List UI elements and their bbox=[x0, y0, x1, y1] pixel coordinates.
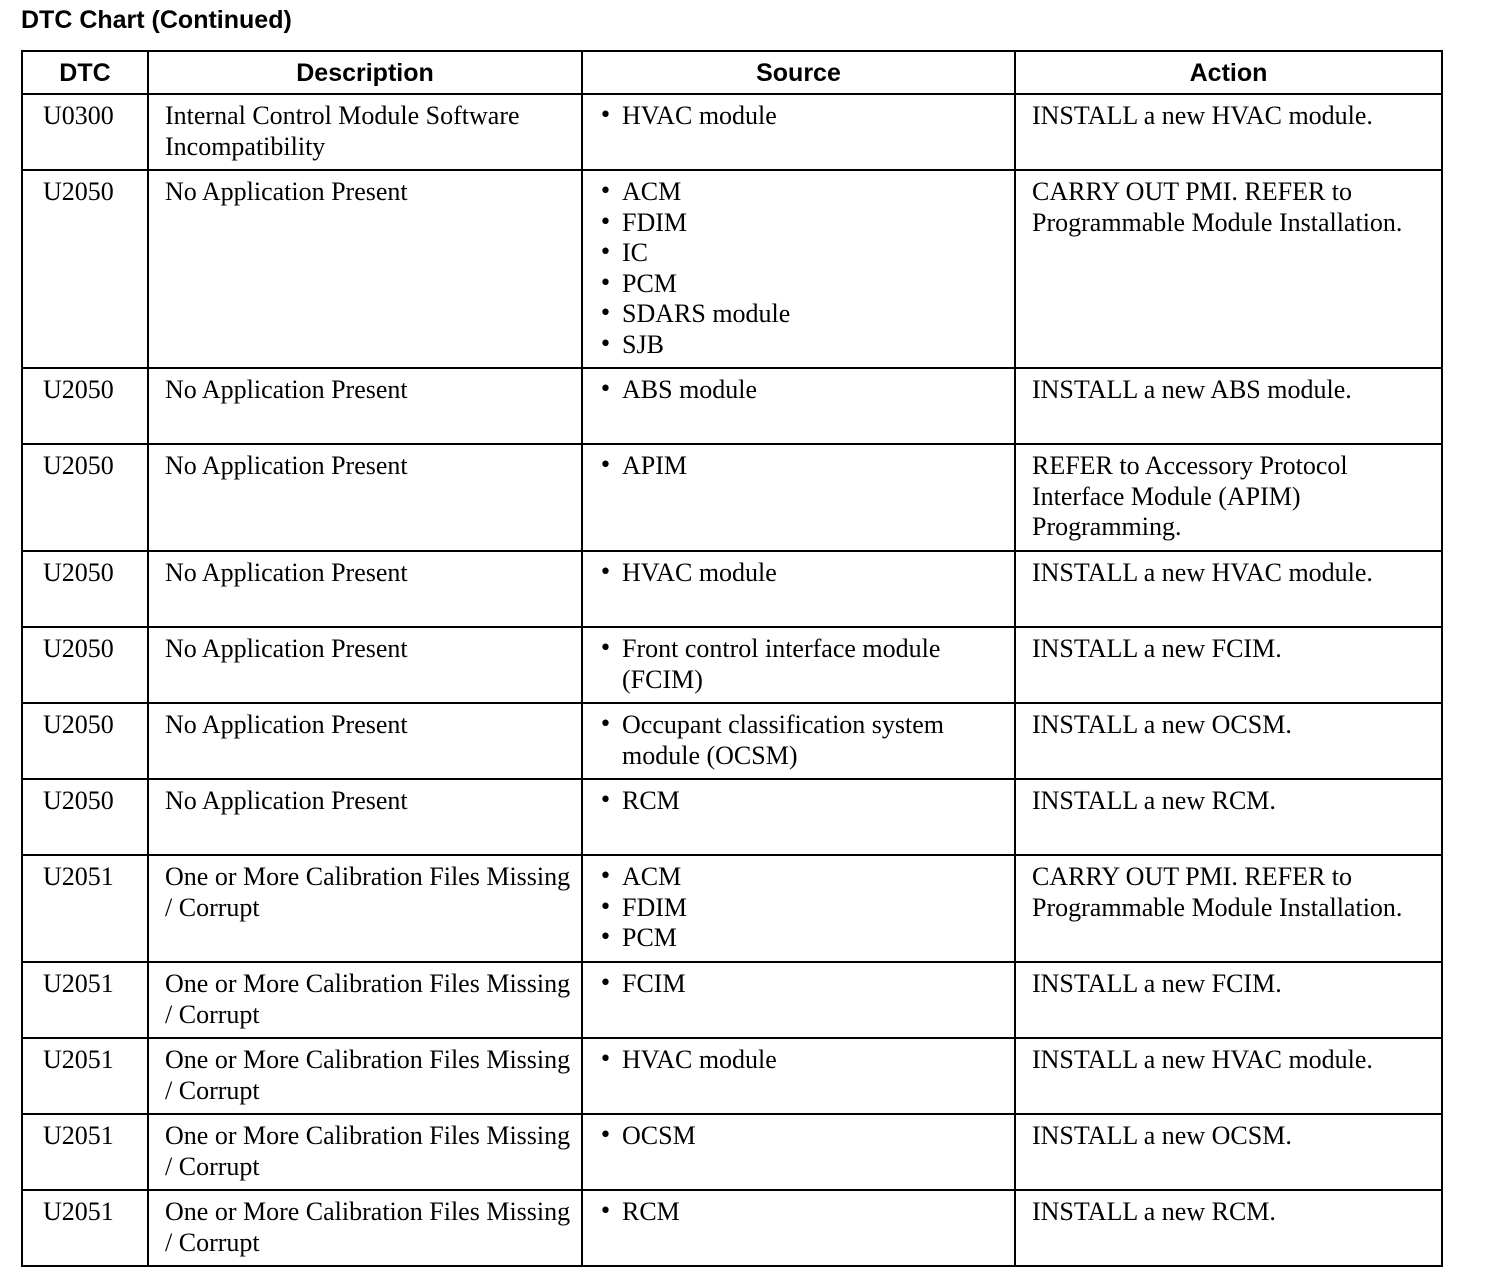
table-row bbox=[22, 779, 1442, 855]
header-action: Action bbox=[1015, 51, 1442, 94]
dtc-code: U2050 bbox=[22, 627, 148, 703]
action-text: INSTALL a new HVAC module. bbox=[1015, 1038, 1442, 1114]
source-list bbox=[599, 375, 1008, 406]
source-item: • FDIM bbox=[599, 208, 1008, 239]
source-list bbox=[599, 1197, 1008, 1228]
source-list bbox=[599, 1045, 1008, 1076]
source-cell bbox=[582, 1114, 1015, 1190]
source-list bbox=[599, 862, 1008, 954]
dtc-code: U2051 bbox=[22, 962, 148, 1038]
dtc-description: One or More Calibration Files Missing / Corrupt bbox=[148, 1190, 582, 1266]
action-text: INSTALL a new OCSM. bbox=[1015, 1114, 1442, 1190]
dtc-code: U2050 bbox=[22, 444, 148, 551]
header-dtc: DTC bbox=[22, 51, 148, 94]
source-list bbox=[599, 634, 1008, 695]
table-row bbox=[22, 551, 1442, 627]
source-item: • OCSM bbox=[599, 1121, 1008, 1152]
dtc-code: U2050 bbox=[22, 170, 148, 368]
source-item: • SJB bbox=[599, 330, 1008, 361]
source-cell bbox=[582, 444, 1015, 551]
source-item: • RCM bbox=[599, 1197, 1008, 1228]
action-text: CARRY OUT PMI. REFER to Programmable Module Installation. bbox=[1015, 855, 1442, 962]
source-item: • ABS module bbox=[599, 375, 1008, 406]
action-text: INSTALL a new RCM. bbox=[1015, 779, 1442, 855]
source-item: • HVAC module bbox=[599, 558, 1008, 589]
source-item: • ACM bbox=[599, 862, 1008, 893]
source-cell bbox=[582, 703, 1015, 779]
table-row bbox=[22, 1114, 1442, 1190]
dtc-code: U2051 bbox=[22, 855, 148, 962]
source-item: • APIM bbox=[599, 451, 1008, 482]
dtc-description: No Application Present bbox=[148, 627, 582, 703]
source-cell bbox=[582, 1190, 1015, 1266]
dtc-description: One or More Calibration Files Missing / Corrupt bbox=[148, 855, 582, 962]
action-text: INSTALL a new FCIM. bbox=[1015, 627, 1442, 703]
source-list bbox=[599, 1121, 1008, 1152]
dtc-code: U2050 bbox=[22, 368, 148, 444]
source-cell bbox=[582, 551, 1015, 627]
source-list bbox=[599, 101, 1008, 132]
source-item: • ACM bbox=[599, 177, 1008, 208]
dtc-code: U2051 bbox=[22, 1190, 148, 1266]
source-item: • FCIM bbox=[599, 969, 1008, 1000]
source-item: • HVAC module bbox=[599, 1045, 1008, 1076]
dtc-code: U2050 bbox=[22, 779, 148, 855]
action-text: INSTALL a new RCM. bbox=[1015, 1190, 1442, 1266]
action-text: CARRY OUT PMI. REFER to Programmable Module Installation. bbox=[1015, 170, 1442, 368]
dtc-code: U2051 bbox=[22, 1114, 148, 1190]
table-row bbox=[22, 1190, 1442, 1266]
table-row bbox=[22, 368, 1442, 444]
source-cell bbox=[582, 962, 1015, 1038]
table-row bbox=[22, 94, 1442, 170]
page-title: DTC Chart (Continued) bbox=[21, 6, 292, 34]
source-cell bbox=[582, 627, 1015, 703]
action-text: INSTALL a new FCIM. bbox=[1015, 962, 1442, 1038]
action-text: INSTALL a new HVAC module. bbox=[1015, 551, 1442, 627]
source-list bbox=[599, 710, 1008, 771]
source-item: • Front control interface module (FCIM) bbox=[599, 634, 1008, 695]
header-row bbox=[22, 51, 1442, 94]
dtc-description: No Application Present bbox=[148, 368, 582, 444]
source-list bbox=[599, 451, 1008, 482]
source-list bbox=[599, 786, 1008, 817]
dtc-code: U2050 bbox=[22, 551, 148, 627]
source-item: • PCM bbox=[599, 269, 1008, 300]
source-list bbox=[599, 558, 1008, 589]
dtc-code: U0300 bbox=[22, 94, 148, 170]
table-body bbox=[22, 94, 1442, 1266]
source-cell bbox=[582, 94, 1015, 170]
source-item: • IC bbox=[599, 238, 1008, 269]
source-item: • RCM bbox=[599, 786, 1008, 817]
dtc-description: One or More Calibration Files Missing / Corrupt bbox=[148, 1114, 582, 1190]
action-text: REFER to Accessory Protocol Interface Module (APIM) Programming. bbox=[1015, 444, 1442, 551]
table-row bbox=[22, 703, 1442, 779]
source-cell bbox=[582, 368, 1015, 444]
header-description: Description bbox=[148, 51, 582, 94]
dtc-description: No Application Present bbox=[148, 551, 582, 627]
source-list bbox=[599, 969, 1008, 1000]
source-item: • Occupant classification system module (OCSM) bbox=[599, 710, 1008, 771]
table-row bbox=[22, 444, 1442, 551]
source-item: • FDIM bbox=[599, 893, 1008, 924]
source-cell bbox=[582, 170, 1015, 368]
source-item: • HVAC module bbox=[599, 101, 1008, 132]
table-row bbox=[22, 855, 1442, 962]
dtc-description: No Application Present bbox=[148, 703, 582, 779]
table-header bbox=[22, 51, 1442, 94]
source-item: • SDARS module bbox=[599, 299, 1008, 330]
header-source: Source bbox=[582, 51, 1015, 94]
dtc-code: U2050 bbox=[22, 703, 148, 779]
source-cell bbox=[582, 779, 1015, 855]
table-row bbox=[22, 1038, 1442, 1114]
source-cell bbox=[582, 855, 1015, 962]
dtc-code: U2051 bbox=[22, 1038, 148, 1114]
dtc-description: No Application Present bbox=[148, 444, 582, 551]
action-text: INSTALL a new OCSM. bbox=[1015, 703, 1442, 779]
source-item: • PCM bbox=[599, 923, 1008, 954]
table-row bbox=[22, 627, 1442, 703]
dtc-description: Internal Control Module Software Incompatibility bbox=[148, 94, 582, 170]
action-text: INSTALL a new ABS module. bbox=[1015, 368, 1442, 444]
dtc-description: One or More Calibration Files Missing / Corrupt bbox=[148, 1038, 582, 1114]
dtc-description: One or More Calibration Files Missing / Corrupt bbox=[148, 962, 582, 1038]
source-cell bbox=[582, 1038, 1015, 1114]
source-list bbox=[599, 177, 1008, 360]
dtc-description: No Application Present bbox=[148, 170, 582, 368]
table-row bbox=[22, 170, 1442, 368]
dtc-table bbox=[21, 50, 1443, 1267]
action-text: INSTALL a new HVAC module. bbox=[1015, 94, 1442, 170]
table-row bbox=[22, 962, 1442, 1038]
dtc-description: No Application Present bbox=[148, 779, 582, 855]
